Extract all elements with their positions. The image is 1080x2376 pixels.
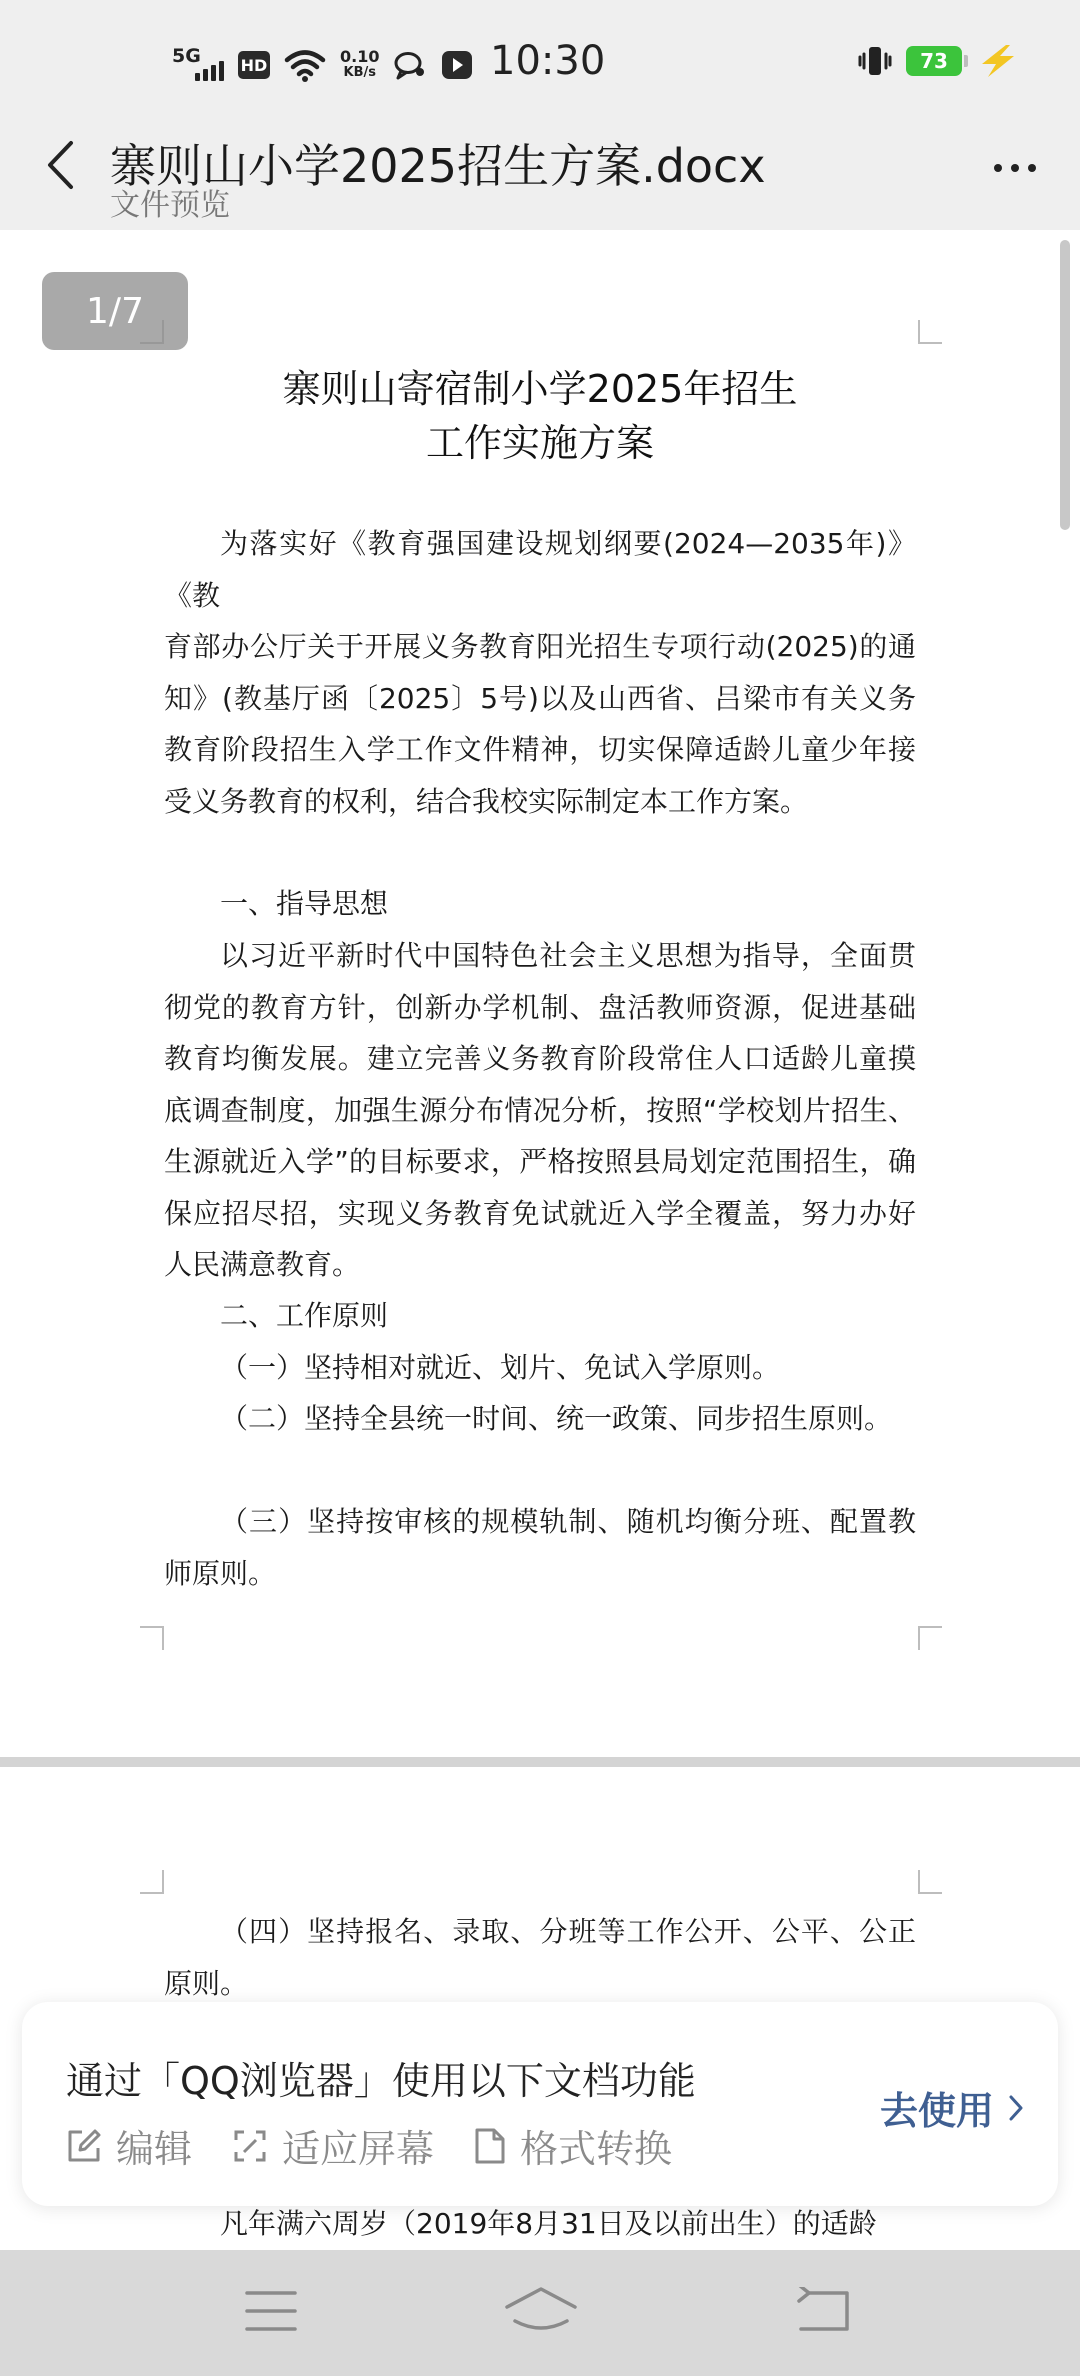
page-separator [0, 1757, 1080, 1767]
more-options-button[interactable] [980, 138, 1050, 198]
go-use-button[interactable] [880, 2080, 1024, 2135]
paragraph-enrollment: 凡年满六周岁（2019年8月31日及以前出生）的适龄 [220, 2207, 877, 2240]
edit-icon [66, 2128, 102, 2164]
vibrate-icon [858, 44, 892, 78]
paragraph-intro-first: 为落实好《教育强国建设规划纲要(2024—2035年)》《教 [164, 527, 916, 612]
menu-icon [244, 2289, 298, 2333]
edit-feature[interactable] [66, 2118, 192, 2173]
banner-text: 通过「QQ浏览器」使用以下文档功能 [66, 2059, 696, 2103]
status-bar [0, 0, 1080, 130]
document-title: 寨则山小学2025招生方案.docx [110, 139, 766, 193]
fit-screen-icon [232, 2128, 268, 2164]
clock: 10:30 [490, 38, 606, 84]
page-corner-mark [918, 1870, 942, 1894]
home-icon [503, 2285, 579, 2337]
wifi-icon [284, 48, 326, 82]
fit-screen-feature[interactable] [232, 2118, 434, 2173]
battery-icon: 73 [906, 46, 962, 76]
speed-value: 0.10 [340, 47, 380, 66]
principle-4: （四）坚持报名、录取、分班等工作公开、公平、公正原则。 [164, 1915, 916, 2000]
status-left-group [172, 42, 473, 88]
principle-1: （一）坚持相对就近、划片、免试入学原则。 [220, 1351, 781, 1384]
page-corner-mark [918, 320, 942, 344]
chevron-right-icon [1008, 2094, 1024, 2122]
back-icon [795, 2287, 851, 2335]
hd-icon: HD [238, 51, 270, 79]
principle-2: （二）坚持全县统一时间、统一政策、同步招生原则。 [220, 1402, 893, 1435]
network-speed [340, 49, 379, 81]
document-viewer[interactable] [0, 230, 1080, 2250]
format-convert-label: 格式转换 [520, 2127, 673, 2171]
heading-work-principles: 二、工作原则 [220, 1299, 389, 1332]
video-play-icon [441, 50, 473, 80]
page-corner-mark [918, 1626, 942, 1650]
page-corner-mark [140, 1626, 164, 1650]
principle-3: （三）坚持按审核的规模轨制、随机均衡分班、配置教师原则。 [164, 1505, 916, 1590]
document-subtitle: 文件预览 [110, 188, 230, 223]
paragraph-guiding-thought: 以习近平新时代中国特色社会主义思想为指导，全面贯彻党的教育方针，创新办学机制、盘活教师资源，促进基础教育均衡发展。建立完善义务教育阶段常住人口适龄儿童摸底调查制度，加强生源分布情况分析，按照“学校划片招生、生源就近入学”的目标要求，严格按照县局划定范围招生，确保应招尽招，实现义务教育免试就近入学全覆盖，努力办好人民满意教育。 [164, 939, 916, 1281]
paragraph-intro: 育部办公厅关于开展义务教育阳光招生专项行动(2025)的通知》(教基厅函〔2025〕5号)以及山西省、吕梁市有关义务教育阶段招生入学工作文件精神，切实保障适龄儿童少年接受义务教育的权利，结合我校实际制定本工作方案。 [164, 630, 916, 818]
page-indicator: 1/7 [42, 272, 188, 350]
charging-bolt-icon [976, 44, 1018, 78]
network-type: 5G [172, 45, 201, 67]
document-icon [474, 2127, 506, 2165]
qq-browser-banner[interactable] [22, 2002, 1058, 2206]
chevron-left-icon [45, 140, 75, 190]
system-nav-bar [0, 2250, 1080, 2376]
more-dots-icon [994, 164, 1002, 172]
page-corner-mark [140, 1870, 164, 1894]
go-use-label: 去使用 [879, 2089, 994, 2133]
fit-screen-label: 适应屏幕 [282, 2127, 435, 2171]
heading-guiding-thought: 一、指导思想 [220, 887, 389, 920]
format-convert-feature[interactable] [474, 2118, 672, 2173]
app-header [0, 130, 1080, 230]
nav-home-button[interactable] [496, 2276, 586, 2346]
chat-bubble-icon [393, 50, 427, 80]
signal-5g-icon [172, 45, 224, 85]
back-button[interactable] [30, 130, 90, 200]
page-title-line2: 工作实施方案 [425, 421, 654, 465]
scrollbar[interactable] [1060, 240, 1070, 530]
edit-label: 编辑 [116, 2127, 193, 2171]
feature-row [66, 2118, 672, 2173]
nav-back-button[interactable] [778, 2276, 868, 2346]
speed-unit: KB/s [343, 65, 376, 80]
nav-menu-button[interactable] [226, 2276, 316, 2346]
status-right-group [858, 44, 1018, 78]
page-title-line1: 寨则山寄宿制小学2025年招生 [282, 367, 798, 411]
